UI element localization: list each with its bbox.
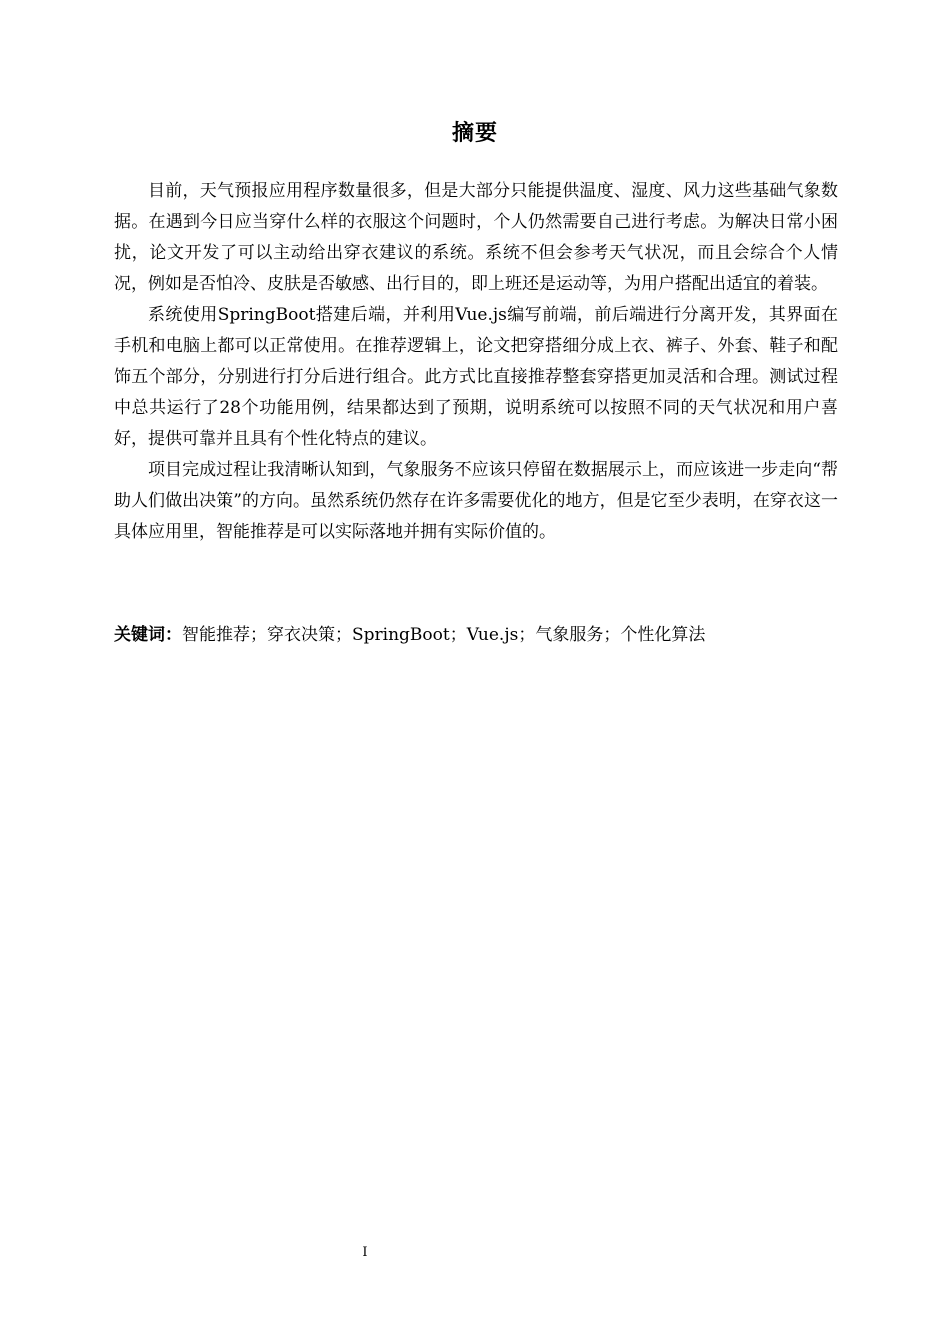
abstract-body (114, 176, 838, 548)
keywords-label: 关键词： (114, 625, 182, 645)
abstract-paragraph-3: 项目完成过程让我清晰认知到，气象服务不应该只停留在数据展示上，而应该进一步走向“帮助人们做出决策”的方向。虽然系统仍然存在许多需要优化的地方，但是它至少表明，在穿衣这一具体应用里，智能推荐是可以实际落地并拥有实际价值的。 (114, 460, 838, 542)
abstract-paragraph-2: 系统使用SpringBoot搭建后端，并利用Vue.js编写前端，前后端进行分离开发，其界面在手机和电脑上都可以正常使用。在推荐逻辑上，论文把穿搭细分成上衣、裤子、外套、鞋子和配饰五个部分，分别进行打分后进行组合。此方式比直接推荐整套穿搭更加灵活和合理。测试过程中总共运行了28个功能用例，结果都达到了预期，说明系统可以按照不同的天气状况和用户喜好，提供可靠并且具有个性化特点的建议。 (114, 305, 838, 449)
keywords-text: 智能推荐；穿衣决策；SpringBoot；Vue.js；气象服务；个性化算法 (182, 625, 706, 645)
page-number: I (362, 1245, 368, 1260)
keywords-line (114, 621, 838, 649)
page-title: 摘要 (451, 121, 498, 146)
abstract-paragraph-1: 目前，天气预报应用程序数量很多，但是大部分只能提供温度、湿度、风力这些基础气象数据。在遇到今日应当穿什么样的衣服这个问题时，个人仍然需要自己进行考虑。为解决日常小困扰，论文开发了可以主动给出穿衣建议的系统。系统不但会参考天气状况，而且会综合个人情况，例如是否怕冷、皮肤是否敏感、出行目的，即上班还是运动等，为用户搭配出适宜的着装。 (114, 181, 838, 294)
